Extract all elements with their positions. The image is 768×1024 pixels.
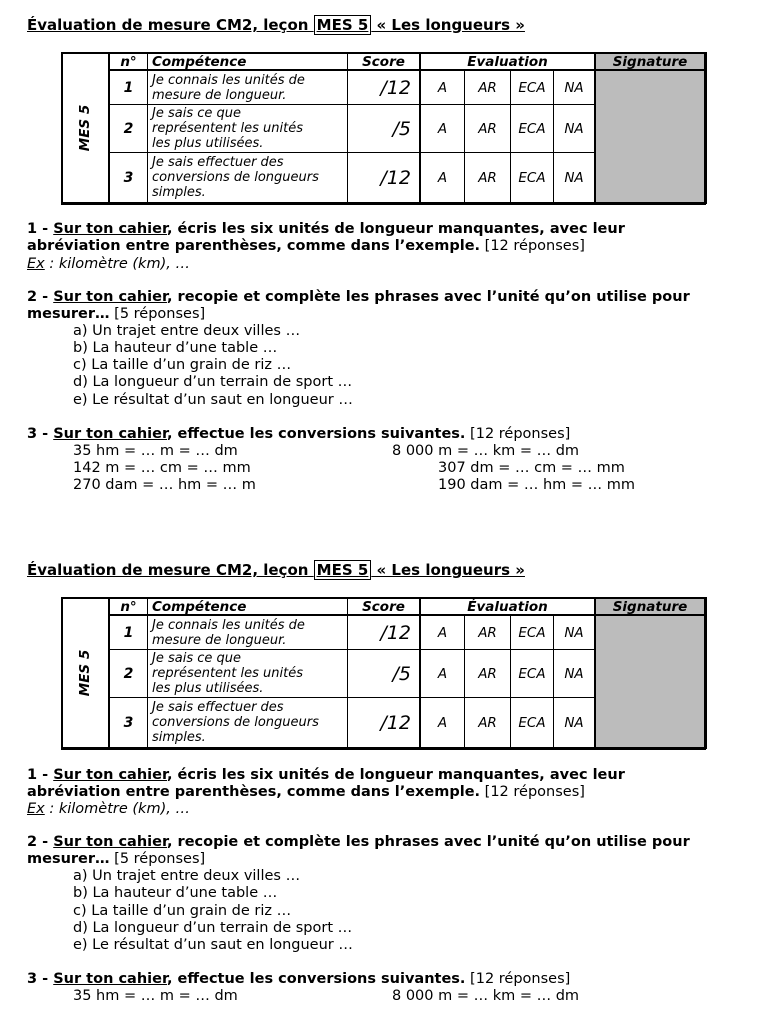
score-value: /12 — [380, 711, 411, 734]
conversion-left: 142 m = … cm = … mm — [73, 460, 251, 476]
side-label: MES 5 — [77, 649, 94, 697]
competence-text: Je connais les unités de mesure de longueur. — [152, 617, 305, 648]
level-a: A — [437, 169, 448, 186]
conversion-left: 35 hm = … m = … dm — [73, 988, 238, 1004]
lesson-code: MES 5 — [314, 560, 372, 580]
score-value: /12 — [380, 76, 411, 99]
row-number: 3 — [123, 169, 134, 186]
header-score: Score — [362, 53, 405, 70]
conversion-left: 35 hm = … m = … dm — [73, 443, 238, 459]
level-eca: ECA — [518, 120, 546, 137]
level-ar: AR — [478, 120, 497, 137]
competence-text: Je sais effectuer des conversions de longueurs simples. — [152, 700, 319, 745]
score-value: /12 — [380, 621, 411, 644]
level-na: NA — [564, 169, 584, 186]
side-label: MES 5 — [77, 104, 94, 152]
title-text: Évaluation de mesure CM2, leçon — [27, 561, 314, 579]
level-ar: AR — [478, 714, 497, 731]
level-ar: AR — [478, 79, 497, 96]
level-a: A — [437, 714, 448, 731]
level-na: NA — [564, 714, 584, 731]
level-eca: ECA — [518, 624, 546, 641]
conversion-right: 8 000 m = … km = … dm — [392, 443, 580, 459]
question-2-item: a) Un trajet entre deux villes … — [73, 868, 301, 884]
row-number: 2 — [123, 665, 134, 682]
lesson-code: MES 5 — [314, 15, 372, 35]
header-n: n° — [120, 598, 137, 615]
competence-text: Je connais les unités de mesure de longueur. — [152, 72, 305, 103]
question-2: 2 - Sur ton cahier, recopie et complète les phrases avec l’unité qu’on utilise pour mesurer… [5 réponses] — [27, 289, 690, 322]
signature-box — [596, 616, 704, 747]
level-na: NA — [564, 79, 584, 96]
title-text: Évaluation de mesure CM2, leçon — [27, 16, 314, 34]
header-competence: Compétence — [152, 598, 247, 615]
question-2-item: e) Le résultat d’un saut en longueur … — [73, 392, 353, 408]
header-score: Score — [362, 598, 405, 615]
level-na: NA — [564, 624, 584, 641]
header-evaluation: Evaluation — [467, 53, 548, 70]
row-number: 1 — [123, 624, 134, 641]
conversion-right: 307 dm = … cm = … mm — [438, 460, 625, 476]
header-evaluation: Évaluation — [467, 598, 548, 615]
header-signature: Signature — [596, 599, 704, 614]
level-a: A — [437, 79, 448, 96]
level-eca: ECA — [518, 665, 546, 682]
score-value: /5 — [392, 662, 411, 685]
competence-text: Je sais ce que représentent les unités les plus utilisées. — [152, 651, 303, 696]
score-value: /12 — [380, 166, 411, 189]
question-2-item: b) La hauteur d’une table … — [73, 340, 278, 356]
level-eca: ECA — [518, 714, 546, 731]
header-signature: Signature — [596, 54, 704, 69]
conversion-left: 270 dam = … hm = … m — [73, 477, 256, 493]
header-competence: Compétence — [152, 53, 247, 70]
level-na: NA — [564, 120, 584, 137]
score-value: /5 — [392, 117, 411, 140]
competence-text: Je sais effectuer des conversions de longueurs simples. — [152, 155, 319, 200]
level-ar: AR — [478, 665, 497, 682]
level-a: A — [437, 665, 448, 682]
question-1: 1 - Sur ton cahier, écris les six unités de longueur manquantes, avec leur abréviation entre parenthèses, comme dans l’exemple. [12 réponses] — [27, 767, 625, 800]
evaluation-table — [61, 52, 706, 204]
question-1-example: Ex : kilomètre (km), … — [27, 801, 190, 817]
level-eca: ECA — [518, 79, 546, 96]
row-number: 1 — [123, 79, 134, 96]
competence-text: Je sais ce que représentent les unités les plus utilisées. — [152, 106, 303, 151]
question-2-item: c) La taille d’un grain de riz … — [73, 903, 292, 919]
level-a: A — [437, 624, 448, 641]
level-a: A — [437, 120, 448, 137]
page-title — [27, 16, 525, 34]
question-2-item: d) La longueur d’un terrain de sport … — [73, 374, 353, 390]
title-subject: « Les longueurs » — [371, 16, 525, 34]
question-2-item: d) La longueur d’un terrain de sport … — [73, 920, 353, 936]
question-3: 3 - Sur ton cahier, effectue les conversions suivantes. [12 réponses] — [27, 426, 571, 442]
question-2: 2 - Sur ton cahier, recopie et complète les phrases avec l’unité qu’on utilise pour mesurer… [5 réponses] — [27, 834, 690, 867]
row-number: 2 — [123, 120, 134, 137]
level-na: NA — [564, 665, 584, 682]
question-3: 3 - Sur ton cahier, effectue les conversions suivantes. [12 réponses] — [27, 971, 571, 987]
header-n: n° — [120, 53, 137, 70]
level-ar: AR — [478, 169, 497, 186]
evaluation-table — [61, 597, 706, 749]
question-2-item: e) Le résultat d’un saut en longueur … — [73, 937, 353, 953]
page-title — [27, 561, 525, 579]
level-ar: AR — [478, 624, 497, 641]
question-1: 1 - Sur ton cahier, écris les six unités de longueur manquantes, avec leur abréviation entre parenthèses, comme dans l’exemple. [12 réponses] — [27, 221, 625, 254]
title-subject: « Les longueurs » — [371, 561, 525, 579]
signature-box — [596, 71, 704, 202]
question-2-item: c) La taille d’un grain de riz … — [73, 357, 292, 373]
conversion-right: 190 dam = … hm = … mm — [438, 477, 636, 493]
conversion-right: 8 000 m = … km = … dm — [392, 988, 580, 1004]
level-eca: ECA — [518, 169, 546, 186]
question-2-item: a) Un trajet entre deux villes … — [73, 323, 301, 339]
question-2-item: b) La hauteur d’une table … — [73, 885, 278, 901]
row-number: 3 — [123, 714, 134, 731]
question-1-example: Ex : kilomètre (km), … — [27, 256, 190, 272]
